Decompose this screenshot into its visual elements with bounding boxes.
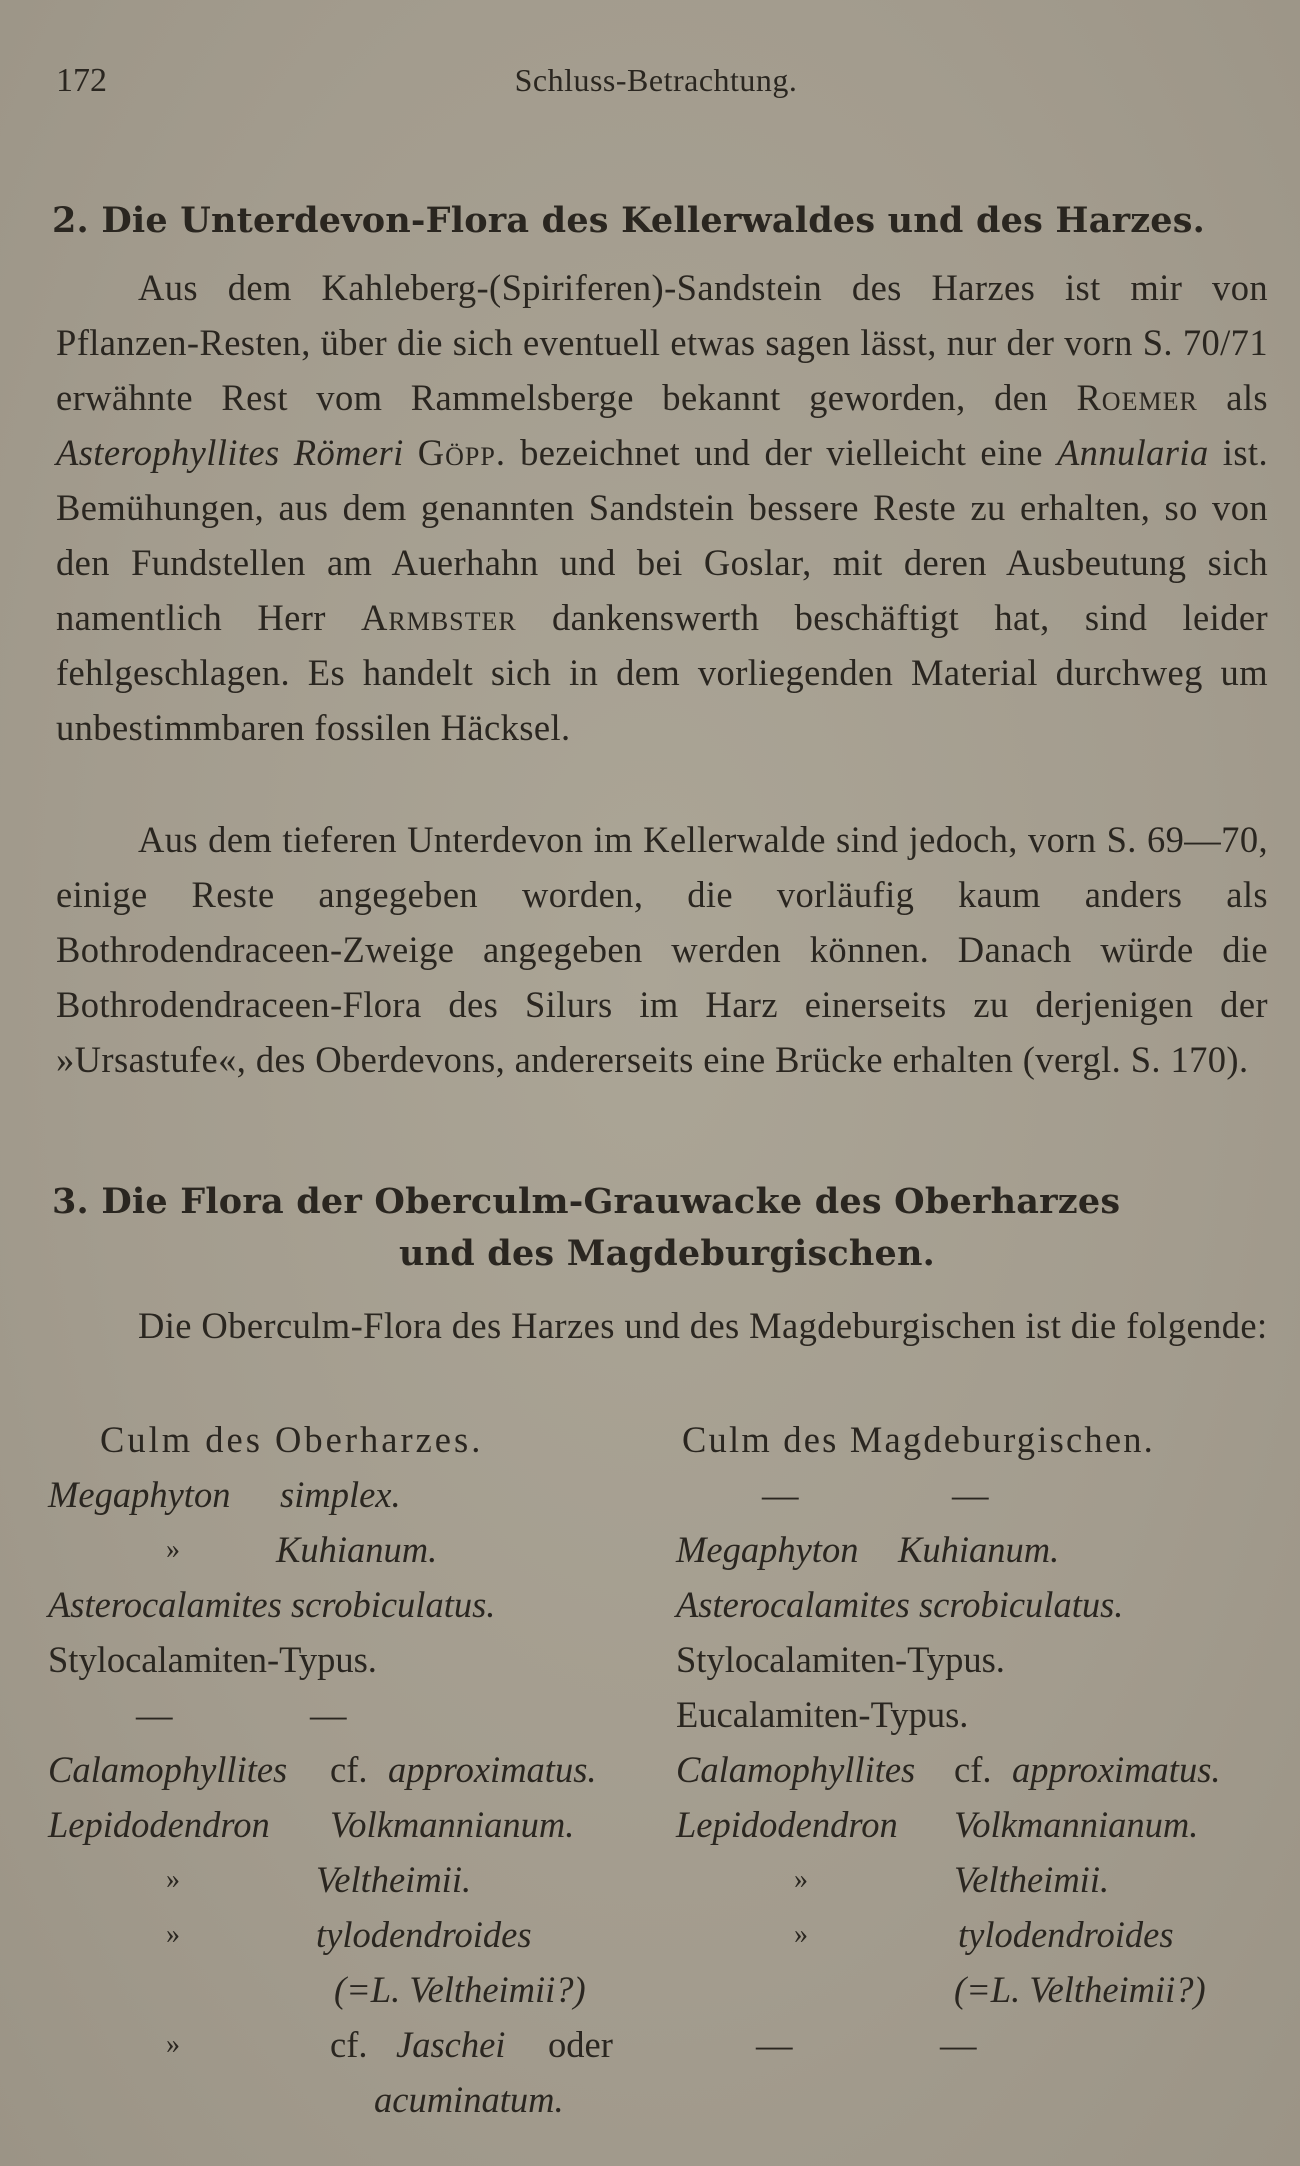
ditto-mark: » [166,2029,180,2060]
list-item [48,1797,648,1852]
genus: Lepidodendron [48,1804,270,1845]
dash: — [756,2024,793,2065]
list-item [48,1907,648,1962]
list-item [48,1742,648,1797]
page-header [56,62,1256,112]
list-item [676,1907,1276,1962]
list-item-empty [48,1687,648,1742]
genus: Megaphyton [676,1529,859,1570]
ditto-mark: » [794,1919,808,1950]
list-item: Asterocalamites scrobiculatus. [676,1584,1124,1625]
ditto-mark: » [166,1534,180,1565]
section-2-heading: 2. Die Unterdevon-Flora des Kellerwaldes und des Harzes. [52,200,1206,241]
species: approximatus. [388,1749,597,1790]
list-item-note [48,1962,648,2017]
genus: Lepidodendron [676,1804,898,1845]
species: approximatus. [1012,1749,1221,1790]
section-3-heading [52,1176,1282,1280]
list-item [676,1742,1276,1797]
genus: Calamophyllites [48,1749,288,1790]
synonym-note: (=L. Veltheimii?) [334,1969,586,2010]
list-item [48,1467,648,1522]
text-run [404,432,418,473]
section-3-heading-line-1: 3. Die Flora der Oberculm-Grauwacke des Oberharzes [52,1181,1121,1222]
column-header: Culm des Magdeburgischen. [682,1419,1156,1460]
cf-marker: cf. [954,1749,992,1790]
list-item [676,1852,1276,1907]
species: Jaschei [396,2024,506,2065]
species: Veltheimii. [316,1859,472,1900]
list-item [676,1797,1276,1852]
section-3-heading-line-2: und des Magdeburgischen. [398,1233,936,1274]
genus: Calamophyllites [676,1749,916,1790]
cf-marker: cf. [330,2024,368,2065]
list-item-empty [676,2017,1276,2072]
species: tylodendroides [316,1914,532,1955]
species: Veltheimii. [954,1859,1110,1900]
column-header: Culm des Oberharzes. [100,1419,484,1460]
list-item-note [676,1962,1276,2017]
species: Kuhianum. [898,1529,1060,1570]
person-name-armbster: Armbster [361,597,517,638]
list-item-empty [676,1467,1276,1522]
species-name: Annularia [1056,432,1209,473]
section-2-paragraph-1 [56,260,1268,755]
list-item-continuation [48,2072,648,2127]
species: Volkmannianum. [954,1804,1199,1845]
ditto-mark: » [166,1919,180,1950]
text-run: Aus dem Kahleberg-(Spiriferen)-Sandstein des Harzes ist mir von Pflanzen-Resten, über die sich eventuell etwas sagen lässt, nur der vorn S. 70/71 erwähnte Rest vom Rammelsberge bekannt geworden, den [56,267,1268,418]
list-item: Stylocalamiten-Typus. [676,1639,1005,1680]
dash: — [952,1474,989,1515]
genus: Megaphyton [48,1474,231,1515]
text-run: dankenswerth beschäftigt hat, sind leider fehlgeschlagen. Es handelt sich in dem vorliegenden Material durchweg um unbestimmbaren fossilen Häcksel. [56,597,1268,748]
author-name-roemer: Roemer [1076,377,1198,418]
conjunction: oder [548,2024,613,2065]
list-item: Stylocalamiten-Typus. [48,1639,377,1680]
author-abbrev: Göpp. [417,432,506,473]
list-item [48,1852,648,1907]
ditto-mark: » [794,1864,808,1895]
list-item [676,1522,1276,1577]
species: acuminatum. [374,2079,564,2120]
dash: — [940,2024,977,2065]
flora-list-oberharz [48,1412,648,2127]
list-item [48,2017,648,2072]
list-item: Eucalamiten-Typus. [676,1694,969,1735]
page-number: 172 [56,62,107,99]
ditto-mark: » [166,1864,180,1895]
section-2-paragraph-2: Aus dem tieferen Unterdevon im Kellerwalde sind jedoch, vorn S. 69—70, einige Reste angegeben worden, die vorläufig kaum anders als Bothrodendraceen-Zweige angegeben werden können. Danach würde die Bothrodendraceen-Flora des Silurs im Harz einerseits zu derjenigen der »Ursastufe«, des Oberdevons, andererseits eine Brücke erhalten (vergl. S. 170). [56,819,1268,1080]
species: Kuhianum. [276,1529,438,1570]
list-item [48,1522,648,1577]
flora-list-magdeburg [676,1412,1276,2072]
list-item: Asterocalamites scrobiculatus. [48,1584,496,1625]
species-name: Asterophyllites Römeri [56,432,404,473]
text-run: als [1197,377,1268,418]
dash: — [310,1694,347,1735]
text-run: ist. Bemühungen, aus dem genannten Sandstein bessere Reste zu erhalten, so von den Fundstellen am Auerhahn und bei Goslar, mit deren Ausbeutung sich namentlich Herr [56,432,1268,638]
species: simplex. [280,1474,401,1515]
synonym-note: (=L. Veltheimii?) [954,1969,1206,2010]
section-3-intro: Die Oberculm-Flora des Harzes und des Magdeburgischen ist die folgende: [138,1305,1268,1346]
dash: — [136,1694,173,1735]
species: tylodendroides [958,1914,1174,1955]
cf-marker: cf. [330,1749,368,1790]
running-title: Schluss-Betrachtung. [514,62,798,98]
text-run: bezeichnet und der vielleicht eine [505,432,1057,473]
species: Volkmannianum. [330,1804,575,1845]
dash: — [762,1474,799,1515]
